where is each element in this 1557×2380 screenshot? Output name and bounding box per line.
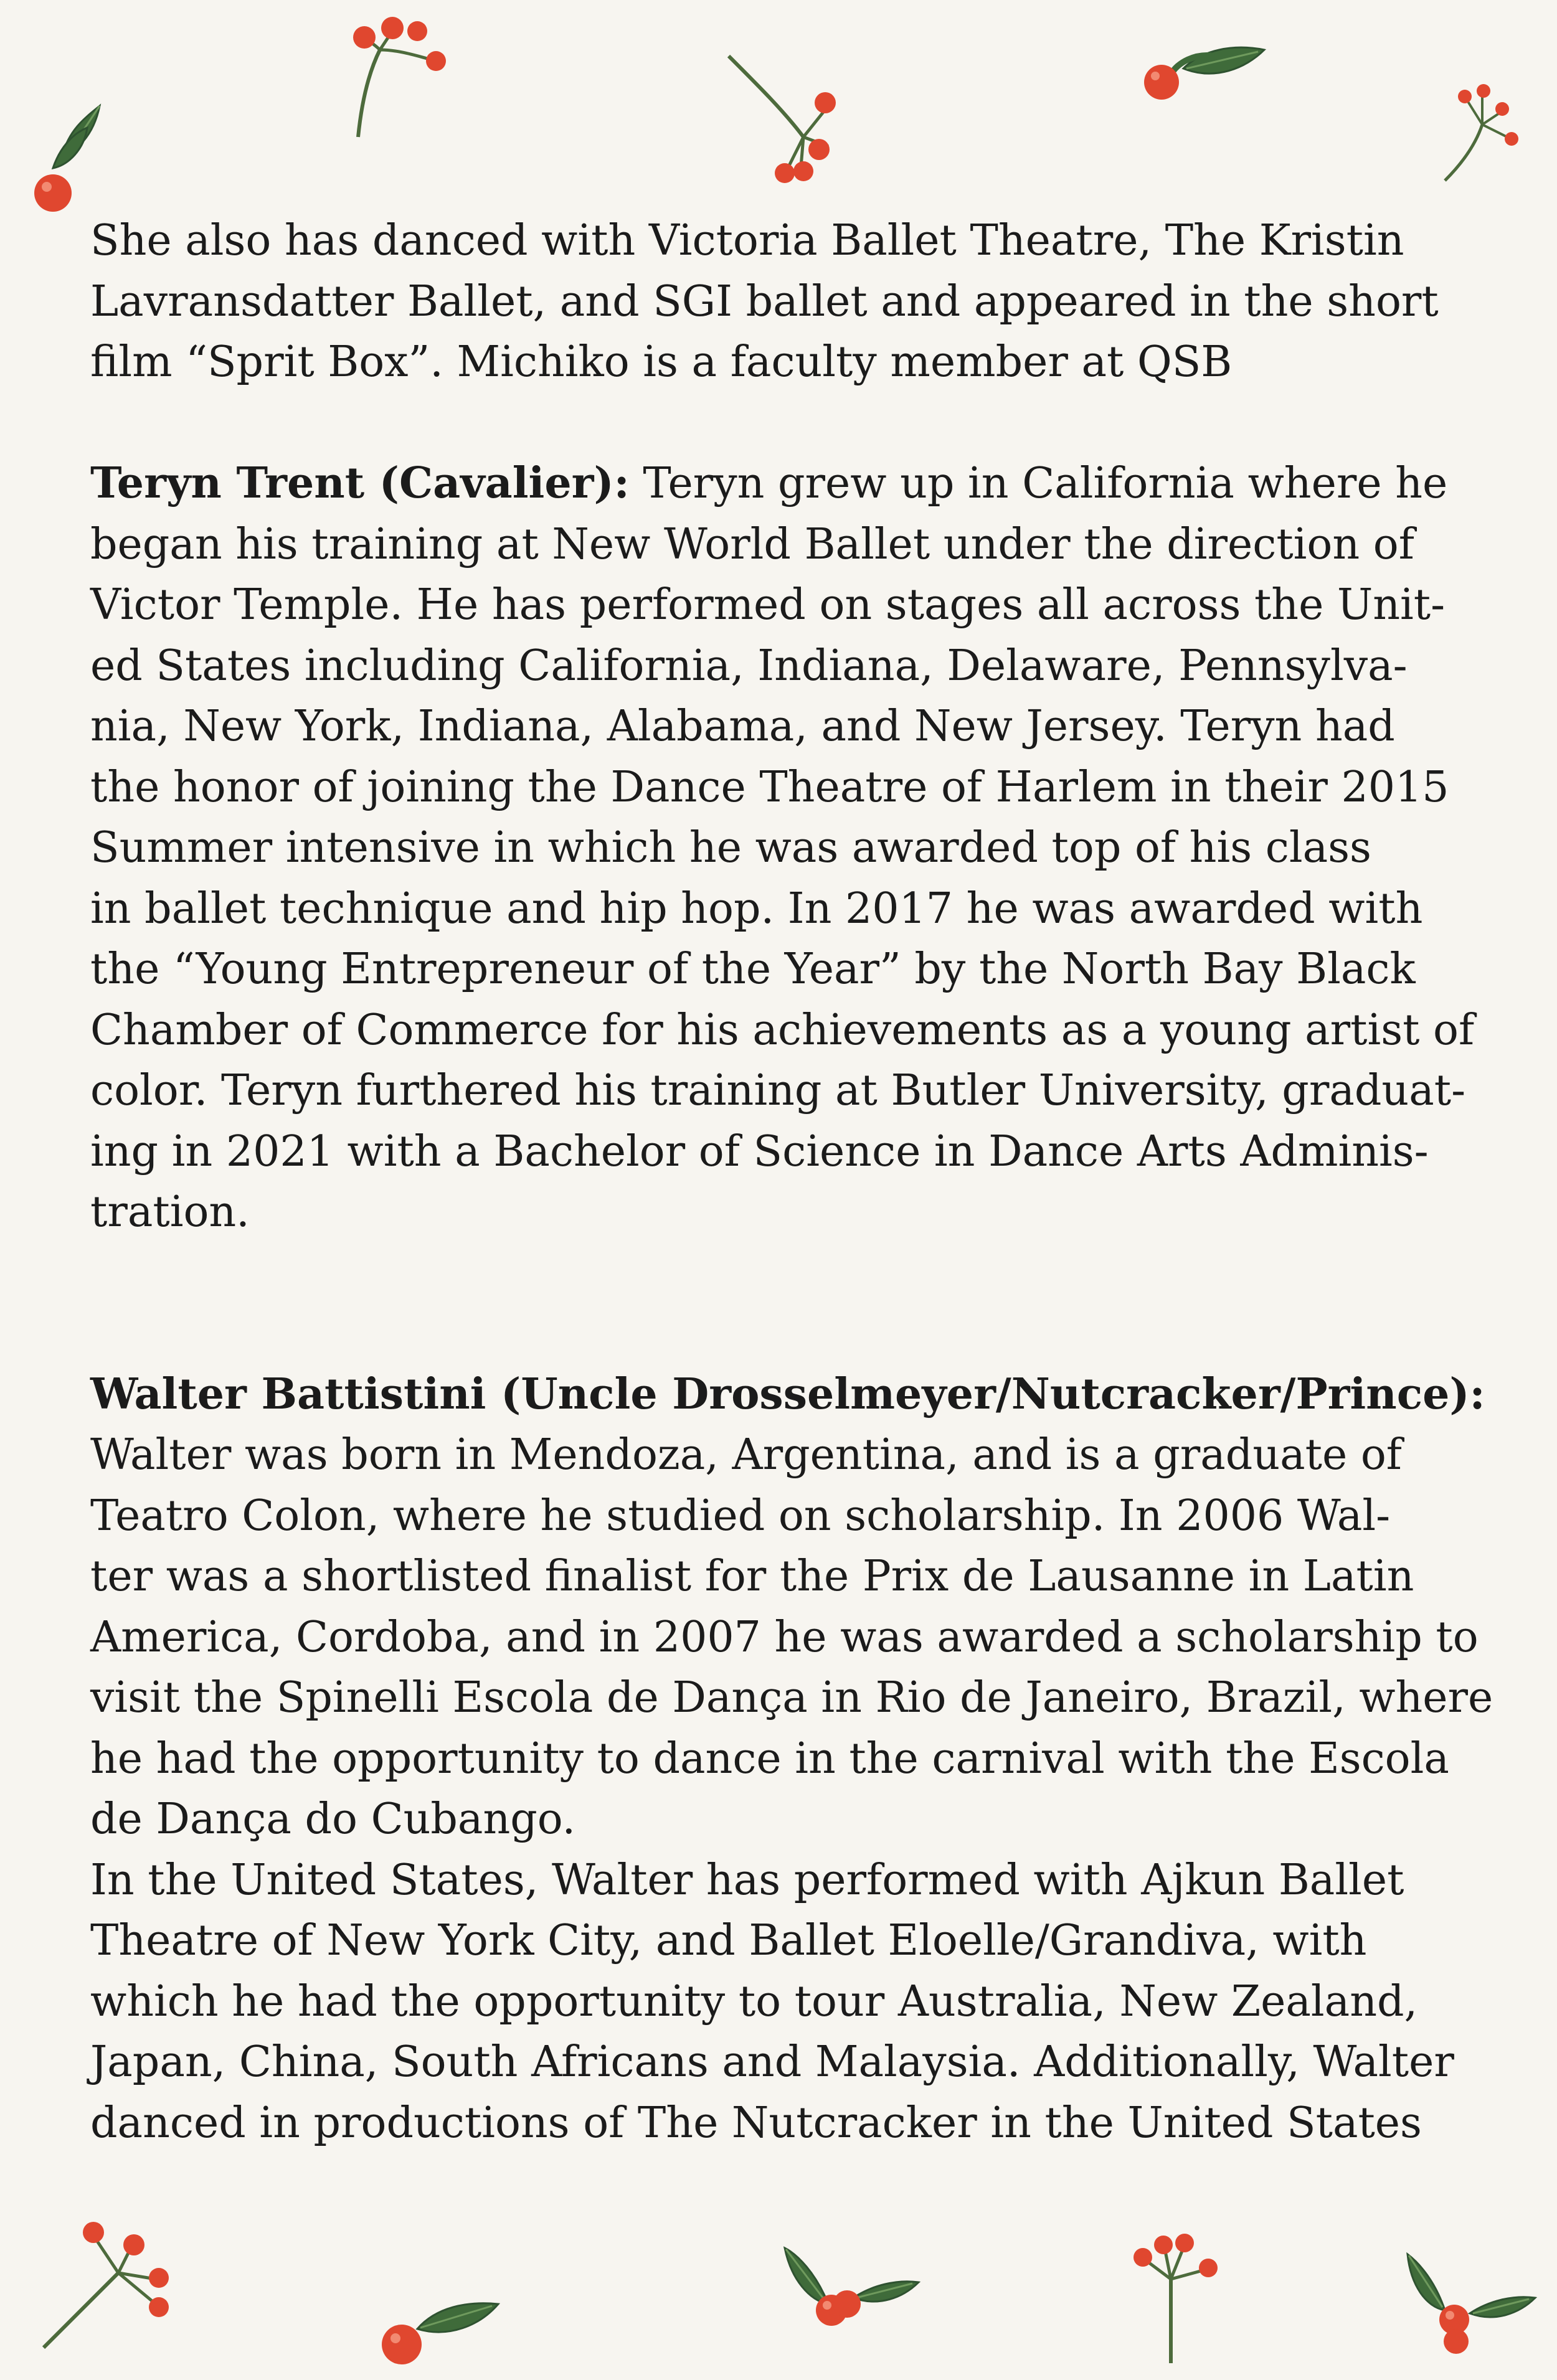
text-line: In the United States, Walter has performed with Ajkun Ballet (90, 1855, 1404, 1905)
text-line: Teatro Colon, where he studied on scholarship. In 2006 Wal- (90, 1491, 1391, 1541)
text-line: Theatre of New York City, and Ballet Eloelle/Grandiva, with (90, 1916, 1367, 1965)
berry-sprig-icon (1432, 75, 1532, 187)
text-line: Walter was born in Mendoza, Argentina, and is a graduate of (90, 1430, 1402, 1480)
text-line: Japan, China, South Africans and Malaysia. Additionally, Walter (90, 2038, 1454, 2087)
text-line: visit the Spinelli Escola de Dança in Rio de Janeiro, Brazil, where (90, 1673, 1493, 1722)
berry-sprig-icon (1121, 2223, 1233, 2366)
text-line: tration. (90, 1188, 250, 1237)
text-line: ter was a shortlisted finalist for the Prix de Lausanne in Latin (90, 1552, 1414, 1601)
holly-icon (367, 2273, 504, 2373)
text-line: ed States including California, Indiana, Delaware, Pennsylva- (90, 641, 1408, 691)
text-line: color. Teryn furthered his training at Butler University, graduat- (90, 1066, 1466, 1115)
text-line (90, 453, 1492, 514)
text-line: the honor of joining the Dance Theatre of Harlem in their 2015 (90, 762, 1449, 812)
text-line: Summer intensive in which he was awarded top of his class (90, 823, 1371, 872)
bio-content (90, 210, 1492, 2153)
holly-icon (1133, 25, 1271, 118)
text-fragment: Teryn grew up in California where he (629, 459, 1448, 508)
text-line: he had the opportunity to dance in the carnival with the Escola (90, 1734, 1449, 1783)
text-line: the “Young Entrepreneur of the Year” by the North Bay Black (90, 945, 1416, 994)
text-line: ing in 2021 with a Bachelor of Science in Dance Arts Adminis- (90, 1126, 1429, 1176)
berry-sprig-icon (722, 50, 859, 193)
berry-sprig-icon (330, 12, 455, 143)
holly-icon (772, 2229, 922, 2354)
holly-icon (25, 93, 118, 218)
text-line: de Dança do Cubango. (90, 1795, 576, 1844)
text-line: Victor Temple. He has performed on stages all across the Unit- (90, 580, 1446, 630)
bio-teryn-trent (90, 453, 1492, 1243)
text-line: nia, New York, Indiana, Alabama, and New Jersey. Teryn had (90, 702, 1395, 751)
text-line: began his training at New World Ballet under the direction of (90, 519, 1414, 569)
text-line: Lavransdatter Ballet, and SGI ballet and appeared in the short (90, 276, 1439, 326)
bio-walter-battistini (90, 1364, 1492, 2154)
holly-icon (1395, 2242, 1538, 2366)
intro-paragraph (90, 210, 1492, 393)
text-line: danced in productions of The Nutcracker in the United States (90, 2098, 1422, 2148)
performer-name: Walter Battistini (Uncle Drosselmeyer/Nutcracker/Prince): (90, 1369, 1485, 1419)
berry-sprig-icon (31, 2217, 174, 2354)
text-line: film “Sprit Box”. Michiko is a faculty member at QSB (90, 338, 1233, 387)
text-line: which he had the opportunity to tour Australia, New Zealand, (90, 1976, 1418, 2026)
text-line: America, Cordoba, and in 2007 he was awarded a scholarship to (90, 1612, 1479, 1662)
text-line: in ballet technique and hip hop. In 2017 he was awarded with (90, 884, 1423, 933)
text-line: Chamber of Commerce for his achievements as a young artist of (90, 1005, 1475, 1055)
text-line: She also has danced with Victoria Ballet Theatre, The Kristin (90, 216, 1404, 265)
performer-name: Teryn Trent (Cavalier): (90, 458, 630, 508)
